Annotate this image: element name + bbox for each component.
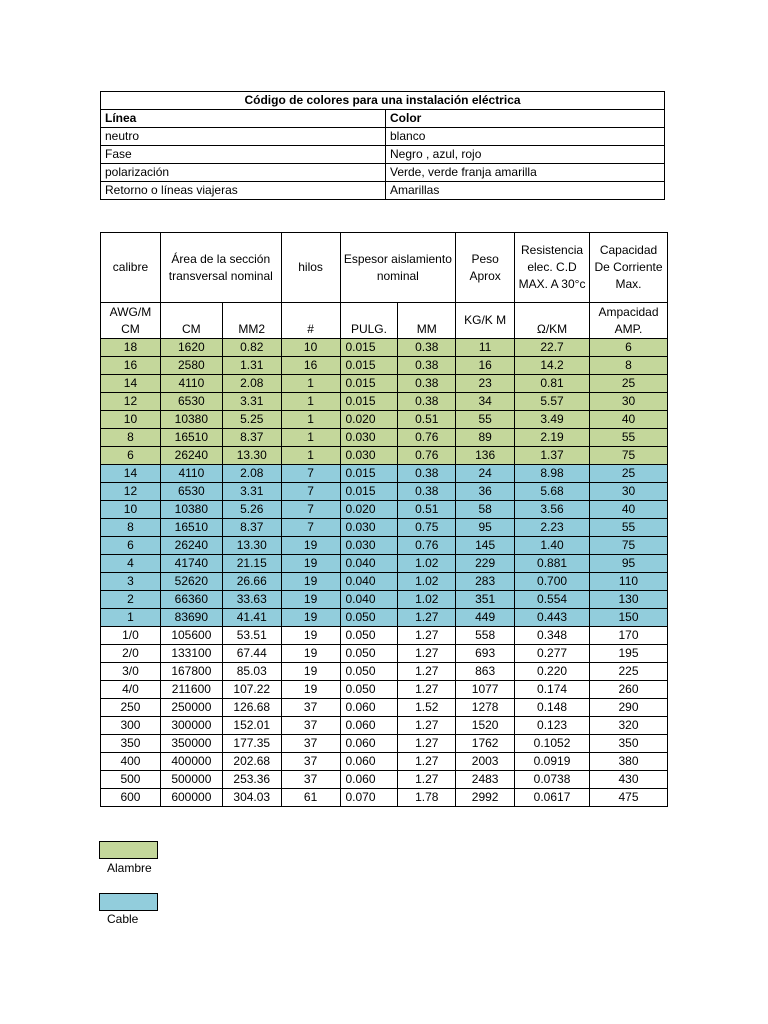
cell-hilos: 10: [281, 339, 340, 357]
cell-mm: 1.27: [398, 627, 456, 645]
cell-hilos: 37: [281, 699, 340, 717]
cell-hilos: 19: [281, 591, 340, 609]
cell-ampacidad: 75: [590, 537, 668, 555]
cell-ampacidad: 260: [590, 681, 668, 699]
cell-mm: 0.38: [398, 465, 456, 483]
cell-pulg: 0.030: [340, 519, 398, 537]
cell-mm: 0.38: [398, 375, 456, 393]
cell-peso: 89: [456, 429, 515, 447]
cell-mm2: 304.03: [222, 789, 281, 807]
header-hilos: hilos: [281, 233, 340, 303]
cell-pulg: 0.030: [340, 429, 398, 447]
cell-peso: 16: [456, 357, 515, 375]
cell-ampacidad: 380: [590, 753, 668, 771]
cell-cm: 26240: [160, 537, 222, 555]
cell-pulg: 0.040: [340, 591, 398, 609]
table-row: [101, 645, 668, 663]
table-row: [101, 591, 668, 609]
cell-resistencia: 14.2: [515, 357, 590, 375]
cell-cm: 16510: [160, 519, 222, 537]
cell-resistencia: 0.1052: [515, 735, 590, 753]
cell-calibre: 2/0: [101, 645, 161, 663]
cell-peso: 23: [456, 375, 515, 393]
cell-mm: 1.78: [398, 789, 456, 807]
cell-pulg: 0.060: [340, 717, 398, 735]
cell-resistencia: 2.23: [515, 519, 590, 537]
cell-resistencia: 0.0738: [515, 771, 590, 789]
cell-mm: 1.27: [398, 663, 456, 681]
color-code-table: [100, 91, 665, 200]
cell-hilos: 7: [281, 483, 340, 501]
color-table-header-linea: Línea: [101, 110, 386, 128]
header-peso: Peso Aprox: [456, 233, 515, 303]
cell-cm: 300000: [160, 717, 222, 735]
cell-calibre: 3/0: [101, 663, 161, 681]
cell-hilos: 1: [281, 447, 340, 465]
cell-hilos: 7: [281, 465, 340, 483]
cell-mm: 1.27: [398, 735, 456, 753]
cell-peso: 24: [456, 465, 515, 483]
cell-mm: 1.02: [398, 573, 456, 591]
cell-peso: 2003: [456, 753, 515, 771]
cell-cm: 16510: [160, 429, 222, 447]
color-table-cell: Negro , azul, rojo: [386, 146, 665, 164]
cell-resistencia: 0.0617: [515, 789, 590, 807]
cell-peso: 11: [456, 339, 515, 357]
cell-hilos: 19: [281, 609, 340, 627]
cell-calibre: 12: [101, 393, 161, 411]
cell-resistencia: 0.554: [515, 591, 590, 609]
cell-mm: 0.76: [398, 447, 456, 465]
table-row: [101, 537, 668, 555]
cell-mm: 1.27: [398, 609, 456, 627]
cell-peso: 449: [456, 609, 515, 627]
cell-mm2: 41.41: [222, 609, 281, 627]
cell-mm2: 8.37: [222, 519, 281, 537]
cell-cm: 350000: [160, 735, 222, 753]
cell-cm: 4110: [160, 375, 222, 393]
cell-mm: 1.27: [398, 681, 456, 699]
table-row: [101, 339, 668, 357]
cell-cm: 400000: [160, 753, 222, 771]
cell-pulg: 0.040: [340, 573, 398, 591]
cell-calibre: 250: [101, 699, 161, 717]
cell-peso: 558: [456, 627, 515, 645]
unit-ohm-km: Ω/KM: [515, 303, 590, 339]
cell-hilos: 37: [281, 753, 340, 771]
table-row: [101, 699, 668, 717]
cell-calibre: 350: [101, 735, 161, 753]
table-row: [101, 573, 668, 591]
cell-peso: 351: [456, 591, 515, 609]
unit-mm: MM: [398, 303, 456, 339]
cell-mm: 1.27: [398, 771, 456, 789]
cell-peso: 136: [456, 447, 515, 465]
cell-cm: 167800: [160, 663, 222, 681]
cell-resistencia: 5.57: [515, 393, 590, 411]
table-row: [101, 393, 668, 411]
cell-ampacidad: 8: [590, 357, 668, 375]
cell-pulg: 0.015: [340, 339, 398, 357]
cell-peso: 58: [456, 501, 515, 519]
table-row: [101, 753, 668, 771]
cell-mm2: 8.37: [222, 429, 281, 447]
table-row: [101, 375, 668, 393]
cell-ampacidad: 25: [590, 465, 668, 483]
cell-pulg: 0.040: [340, 555, 398, 573]
cell-resistencia: 0.148: [515, 699, 590, 717]
table-row: [101, 429, 668, 447]
cell-calibre: 10: [101, 411, 161, 429]
cell-mm2: 107.22: [222, 681, 281, 699]
cell-pulg: 0.030: [340, 447, 398, 465]
cell-peso: 693: [456, 645, 515, 663]
cell-mm2: 177.35: [222, 735, 281, 753]
table-row: [101, 663, 668, 681]
cell-calibre: 500: [101, 771, 161, 789]
legend-alambre-label: Alambre: [107, 861, 152, 875]
cell-ampacidad: 430: [590, 771, 668, 789]
cell-pulg: 0.050: [340, 681, 398, 699]
cell-ampacidad: 40: [590, 501, 668, 519]
cell-cm: 2580: [160, 357, 222, 375]
cell-ampacidad: 30: [590, 483, 668, 501]
cell-cm: 105600: [160, 627, 222, 645]
cell-mm: 0.76: [398, 429, 456, 447]
cell-pulg: 0.050: [340, 645, 398, 663]
cell-resistencia: 3.56: [515, 501, 590, 519]
cell-calibre: 8: [101, 429, 161, 447]
cell-mm2: 21.15: [222, 555, 281, 573]
cell-mm: 1.52: [398, 699, 456, 717]
cell-resistencia: 0.881: [515, 555, 590, 573]
unit-pulg: PULG.: [340, 303, 398, 339]
cell-mm: 0.38: [398, 339, 456, 357]
cell-ampacidad: 150: [590, 609, 668, 627]
cell-mm2: 3.31: [222, 393, 281, 411]
cell-mm2: 5.25: [222, 411, 281, 429]
legend-cable-label: Cable: [107, 912, 139, 926]
cell-ampacidad: 40: [590, 411, 668, 429]
cell-pulg: 0.015: [340, 393, 398, 411]
cell-hilos: 19: [281, 627, 340, 645]
cell-mm: 0.51: [398, 501, 456, 519]
cell-calibre: 6: [101, 537, 161, 555]
color-table-row: [101, 164, 665, 182]
cell-resistencia: 5.68: [515, 483, 590, 501]
cell-hilos: 19: [281, 555, 340, 573]
table-row: [101, 411, 668, 429]
cell-calibre: 400: [101, 753, 161, 771]
color-table-cell: blanco: [386, 128, 665, 146]
cell-calibre: 14: [101, 375, 161, 393]
cell-cm: 133100: [160, 645, 222, 663]
cell-mm: 0.38: [398, 393, 456, 411]
cell-ampacidad: 110: [590, 573, 668, 591]
table-row: [101, 789, 668, 807]
unit-mm2: MM2: [222, 303, 281, 339]
cell-peso: 229: [456, 555, 515, 573]
table-row: [101, 735, 668, 753]
cell-hilos: 7: [281, 501, 340, 519]
cell-calibre: 10: [101, 501, 161, 519]
cell-cm: 26240: [160, 447, 222, 465]
cell-ampacidad: 195: [590, 645, 668, 663]
cell-pulg: 0.015: [340, 357, 398, 375]
cell-calibre: 14: [101, 465, 161, 483]
cell-peso: 2992: [456, 789, 515, 807]
cell-mm2: 0.82: [222, 339, 281, 357]
cell-peso: 55: [456, 411, 515, 429]
cell-hilos: 19: [281, 537, 340, 555]
header-capacidad: Capacidad De Corriente Max.: [590, 233, 668, 303]
cell-mm2: 2.08: [222, 375, 281, 393]
cell-pulg: 0.030: [340, 537, 398, 555]
cell-peso: 95: [456, 519, 515, 537]
cell-cm: 10380: [160, 411, 222, 429]
cell-calibre: 12: [101, 483, 161, 501]
cell-cm: 41740: [160, 555, 222, 573]
cell-cm: 600000: [160, 789, 222, 807]
cell-pulg: 0.060: [340, 699, 398, 717]
cell-hilos: 7: [281, 519, 340, 537]
cell-pulg: 0.060: [340, 771, 398, 789]
cell-mm2: 253.36: [222, 771, 281, 789]
cell-cm: 250000: [160, 699, 222, 717]
cell-pulg: 0.060: [340, 735, 398, 753]
cell-mm: 0.38: [398, 483, 456, 501]
unit-awg: AWG/M CM: [101, 303, 161, 339]
cell-ampacidad: 320: [590, 717, 668, 735]
cell-peso: 1077: [456, 681, 515, 699]
cell-hilos: 1: [281, 429, 340, 447]
cell-cm: 211600: [160, 681, 222, 699]
table-row: [101, 627, 668, 645]
cell-ampacidad: 225: [590, 663, 668, 681]
cell-calibre: 4/0: [101, 681, 161, 699]
cell-resistencia: 1.37: [515, 447, 590, 465]
cell-pulg: 0.020: [340, 411, 398, 429]
cell-mm2: 13.30: [222, 537, 281, 555]
cell-resistencia: 0.277: [515, 645, 590, 663]
cell-mm2: 13.30: [222, 447, 281, 465]
color-table-row: [101, 146, 665, 164]
cell-peso: 1762: [456, 735, 515, 753]
cell-resistencia: 3.49: [515, 411, 590, 429]
unit-cm: CM: [160, 303, 222, 339]
table-row: [101, 501, 668, 519]
cell-calibre: 6: [101, 447, 161, 465]
cell-ampacidad: 55: [590, 519, 668, 537]
cell-calibre: 16: [101, 357, 161, 375]
cell-calibre: 1/0: [101, 627, 161, 645]
cell-resistencia: 1.40: [515, 537, 590, 555]
unit-ampacidad: Ampacidad AMP.: [590, 303, 668, 339]
cell-mm2: 1.31: [222, 357, 281, 375]
color-table-cell: Verde, verde franja amarilla: [386, 164, 665, 182]
cell-pulg: 0.060: [340, 753, 398, 771]
cell-mm2: 3.31: [222, 483, 281, 501]
wire-table-body: [101, 339, 668, 807]
cell-pulg: 0.050: [340, 627, 398, 645]
table-row: [101, 357, 668, 375]
cell-calibre: 1: [101, 609, 161, 627]
unit-kg-km: KG/K M: [456, 303, 515, 339]
cell-mm: 1.27: [398, 753, 456, 771]
cell-hilos: 19: [281, 663, 340, 681]
cell-mm2: 152.01: [222, 717, 281, 735]
header-area: Área de la sección transversal nominal: [160, 233, 281, 303]
table-row: [101, 519, 668, 537]
cell-cm: 66360: [160, 591, 222, 609]
cell-calibre: 600: [101, 789, 161, 807]
cell-peso: 2483: [456, 771, 515, 789]
cell-cm: 500000: [160, 771, 222, 789]
cell-pulg: 0.050: [340, 609, 398, 627]
cell-pulg: 0.070: [340, 789, 398, 807]
table-row: [101, 447, 668, 465]
cell-resistencia: 0.443: [515, 609, 590, 627]
cell-calibre: 3: [101, 573, 161, 591]
color-table-cell: polarización: [101, 164, 386, 182]
cell-calibre: 4: [101, 555, 161, 573]
table-row: [101, 681, 668, 699]
color-table-title: Código de colores para una instalación eléctrica: [101, 92, 665, 110]
header-calibre: calibre: [101, 233, 161, 303]
cell-peso: 283: [456, 573, 515, 591]
cell-resistencia: 2.19: [515, 429, 590, 447]
cell-hilos: 19: [281, 681, 340, 699]
cell-cm: 1620: [160, 339, 222, 357]
cell-mm2: 2.08: [222, 465, 281, 483]
cell-mm2: 202.68: [222, 753, 281, 771]
table-row: [101, 771, 668, 789]
color-table-row: [101, 182, 665, 200]
cell-ampacidad: 30: [590, 393, 668, 411]
cell-peso: 145: [456, 537, 515, 555]
cell-resistencia: 0.220: [515, 663, 590, 681]
cell-mm: 0.76: [398, 537, 456, 555]
cell-ampacidad: 95: [590, 555, 668, 573]
cell-peso: 36: [456, 483, 515, 501]
cell-ampacidad: 25: [590, 375, 668, 393]
cell-resistencia: 0.700: [515, 573, 590, 591]
color-table-row: [101, 128, 665, 146]
cell-cm: 83690: [160, 609, 222, 627]
cell-pulg: 0.050: [340, 663, 398, 681]
cell-cm: 4110: [160, 465, 222, 483]
cell-calibre: 8: [101, 519, 161, 537]
header-espesor: Espesor aislamiento nominal: [340, 233, 456, 303]
color-table-header-color: Color: [386, 110, 665, 128]
cell-ampacidad: 75: [590, 447, 668, 465]
cell-calibre: 300: [101, 717, 161, 735]
cell-mm2: 26.66: [222, 573, 281, 591]
cell-resistencia: 0.174: [515, 681, 590, 699]
table-row: [101, 465, 668, 483]
wire-spec-table: [100, 232, 668, 807]
cell-mm: 0.75: [398, 519, 456, 537]
color-table-cell: Retorno o líneas viajeras: [101, 182, 386, 200]
cell-mm: 1.27: [398, 645, 456, 663]
cell-hilos: 1: [281, 411, 340, 429]
cell-ampacidad: 130: [590, 591, 668, 609]
cell-hilos: 37: [281, 735, 340, 753]
cell-resistencia: 0.81: [515, 375, 590, 393]
cell-cm: 6530: [160, 393, 222, 411]
cell-ampacidad: 475: [590, 789, 668, 807]
table-row: [101, 609, 668, 627]
color-table-cell: Fase: [101, 146, 386, 164]
cell-resistencia: 22.7: [515, 339, 590, 357]
cell-hilos: 37: [281, 771, 340, 789]
cell-mm: 0.38: [398, 357, 456, 375]
cell-pulg: 0.015: [340, 483, 398, 501]
legend-cable-swatch: [99, 893, 158, 911]
header-resistencia: Resistencia elec. C.D MAX. A 30°c: [515, 233, 590, 303]
cell-calibre: 2: [101, 591, 161, 609]
cell-mm2: 53.51: [222, 627, 281, 645]
cell-hilos: 37: [281, 717, 340, 735]
cell-mm: 1.27: [398, 717, 456, 735]
cell-peso: 34: [456, 393, 515, 411]
cell-hilos: 19: [281, 645, 340, 663]
cell-mm2: 85.03: [222, 663, 281, 681]
color-table-cell: Amarillas: [386, 182, 665, 200]
cell-resistencia: 0.0919: [515, 753, 590, 771]
cell-hilos: 16: [281, 357, 340, 375]
cell-hilos: 1: [281, 375, 340, 393]
color-table-cell: neutro: [101, 128, 386, 146]
cell-cm: 6530: [160, 483, 222, 501]
cell-peso: 863: [456, 663, 515, 681]
table-row: [101, 717, 668, 735]
table-row: [101, 555, 668, 573]
cell-resistencia: 0.348: [515, 627, 590, 645]
legend-alambre-swatch: [99, 841, 158, 859]
cell-resistencia: 0.123: [515, 717, 590, 735]
cell-peso: 1278: [456, 699, 515, 717]
cell-resistencia: 8.98: [515, 465, 590, 483]
cell-peso: 1520: [456, 717, 515, 735]
cell-cm: 10380: [160, 501, 222, 519]
cell-ampacidad: 290: [590, 699, 668, 717]
cell-ampacidad: 6: [590, 339, 668, 357]
cell-mm2: 126.68: [222, 699, 281, 717]
cell-mm2: 5.26: [222, 501, 281, 519]
cell-mm: 1.02: [398, 555, 456, 573]
cell-mm2: 67.44: [222, 645, 281, 663]
cell-calibre: 18: [101, 339, 161, 357]
cell-hilos: 19: [281, 573, 340, 591]
cell-pulg: 0.020: [340, 501, 398, 519]
cell-pulg: 0.015: [340, 375, 398, 393]
cell-pulg: 0.015: [340, 465, 398, 483]
cell-mm: 1.02: [398, 591, 456, 609]
cell-ampacidad: 170: [590, 627, 668, 645]
cell-cm: 52620: [160, 573, 222, 591]
cell-ampacidad: 55: [590, 429, 668, 447]
unit-count: #: [281, 303, 340, 339]
cell-mm: 0.51: [398, 411, 456, 429]
table-row: [101, 483, 668, 501]
cell-ampacidad: 350: [590, 735, 668, 753]
cell-mm2: 33.63: [222, 591, 281, 609]
cell-hilos: 61: [281, 789, 340, 807]
cell-hilos: 1: [281, 393, 340, 411]
